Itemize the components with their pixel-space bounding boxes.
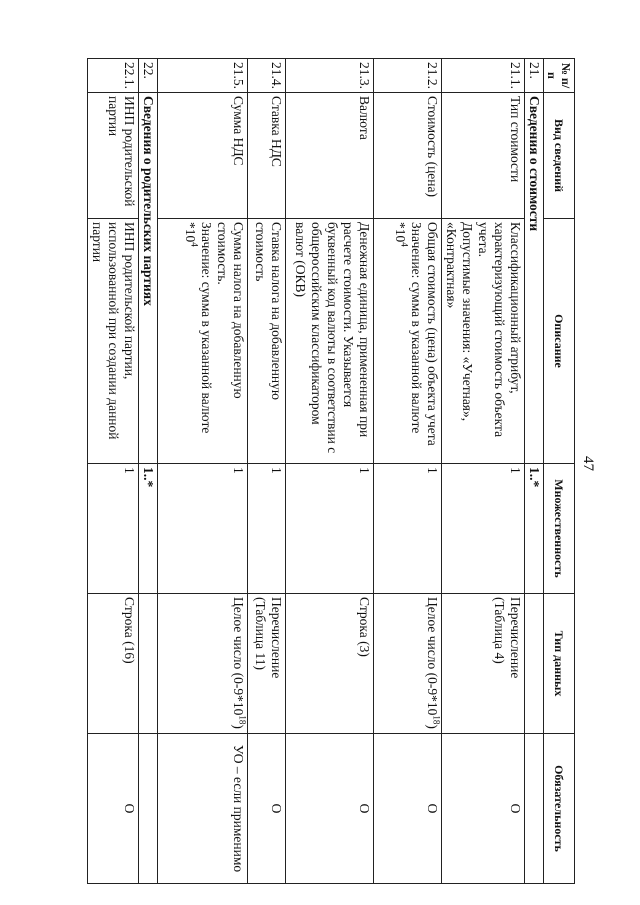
row-kind: Тип стоимости	[442, 93, 525, 219]
section-title: Сведения о родительских партиях	[139, 93, 158, 464]
row-num: 21.5.	[158, 59, 248, 93]
header-num: № п/п	[543, 59, 574, 93]
row-kind: Ставка НДС	[248, 93, 286, 219]
row-req: О	[248, 734, 286, 884]
table-row	[524, 59, 543, 884]
row-desc: Ставка налога на добавленную стоимость	[248, 219, 286, 464]
row-kind: Сумма НДС	[158, 93, 248, 219]
row-mult: 1..*	[524, 464, 543, 594]
header-desc: Описание	[543, 219, 574, 464]
header-req: Обязательность	[543, 734, 574, 884]
row-type: Перечисление (Таблица 4)	[442, 594, 525, 734]
row-kind: Валюта	[286, 93, 374, 219]
row-num: 22.	[139, 59, 158, 93]
row-type: Перечисление (Таблица 11)	[248, 594, 286, 734]
table-row	[374, 59, 442, 884]
row-type: Строка (16)	[88, 594, 139, 734]
row-num: 21.	[524, 59, 543, 93]
row-num: 21.4.	[248, 59, 286, 93]
row-mult: 1	[248, 464, 286, 594]
table-row	[286, 59, 374, 884]
row-mult: 1	[88, 464, 139, 594]
header-kind: Вид сведений	[543, 93, 574, 219]
row-req: О	[286, 734, 374, 884]
row-kind: ИНП родительской партии	[88, 93, 139, 219]
header-mult: Множественность	[543, 464, 574, 594]
table-row	[442, 59, 525, 884]
row-mult: 1	[442, 464, 525, 594]
row-mult: 1..*	[139, 464, 158, 594]
section-title: Сведения о стоимости	[524, 93, 543, 464]
table-row	[139, 59, 158, 884]
row-desc: Сумма налога на добавленную стоимость. Значение: сумма в указанной валюте $*10^4$	[158, 219, 248, 464]
page-number: 47	[580, 456, 596, 471]
row-desc: Денежная единица, примененная при расчете стоимости. Указывается буквенный код валюты в соответствии с общероссийским классификатором валют (ОКВ)	[286, 219, 374, 464]
table-row	[88, 59, 139, 884]
table-row	[248, 59, 286, 884]
row-num: 22.1.	[88, 59, 139, 93]
row-mult: 1	[158, 464, 248, 594]
table-row	[158, 59, 248, 884]
row-mult: 1	[286, 464, 374, 594]
data-table	[87, 58, 575, 884]
row-desc: ИНП родительской партии, использованной при создании данной партии	[88, 219, 139, 464]
row-req: О	[374, 734, 442, 884]
row-type: Целое число $(0-9*10^{18})$	[158, 594, 248, 734]
row-type: Строка (3)	[286, 594, 374, 734]
row-mult: 1	[374, 464, 442, 594]
row-desc: Общая стоимость (цена) объекта учета Значение: сумма в указанной валюте $*10^4$	[374, 219, 442, 464]
rotated-table-container	[90, 58, 575, 883]
row-num: 21.3.	[286, 59, 374, 93]
row-req: УО – если применимо	[158, 734, 248, 884]
header-type: Тип данных	[543, 594, 574, 734]
row-desc: Классификационный атрибут, характеризующий стоимость объекта учета. Допустимые значения: «Учетная», «Контрактная»	[442, 219, 525, 464]
row-kind: Стоимость (цена)	[374, 93, 442, 219]
row-req: О	[442, 734, 525, 884]
row-num: 21.2.	[374, 59, 442, 93]
row-num: 21.1.	[442, 59, 525, 93]
table-header-row	[543, 59, 574, 884]
row-type: Целое число $(0-9*10^{18})$	[374, 594, 442, 734]
row-req: О	[88, 734, 139, 884]
